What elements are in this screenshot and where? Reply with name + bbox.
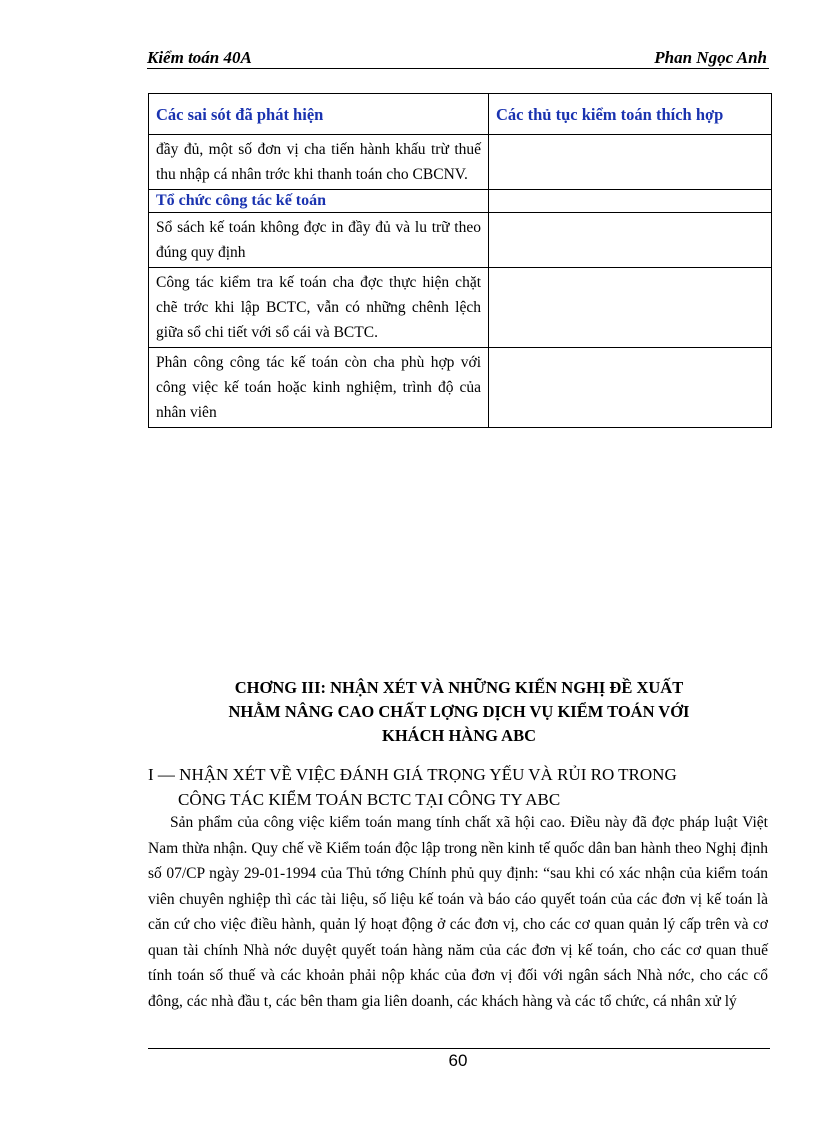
column-header-procedures: Các thủ tục kiểm toán thích hợp: [489, 94, 772, 135]
column-header-errors: Các sai sót đã phát hiện: [149, 94, 489, 135]
table-row: [149, 213, 772, 268]
header-author: Phan Ngọc Anh: [654, 48, 767, 67]
section-label-cell: Tổ chức công tác kế toán: [149, 190, 489, 213]
table-header-row: [149, 94, 772, 135]
chapter-title-line: KHÁCH HÀNG ABC: [381, 726, 536, 745]
section-heading-line: I — NHẬN XÉT VỀ VIỆC ĐÁNH GIÁ TRỌNG YẾU VÀ RỦI RO TRONG: [148, 765, 677, 784]
error-cell: Công tác kiểm tra kế toán cha đợc thực hiện chặt chẽ trớc khi lập BCTC, vẫn có những chênh lệch giữa sổ chi tiết với sổ cái và BCTC.: [149, 268, 489, 348]
procedure-cell: [489, 348, 772, 428]
page-header: [147, 46, 769, 69]
table-section-row: [149, 190, 772, 213]
header-course: Kiểm toán 40A: [147, 48, 252, 67]
procedure-cell: [489, 268, 772, 348]
procedure-cell: [489, 213, 772, 268]
error-cell: Sổ sách kế toán không đợc in đầy đủ và lu trữ theo đúng quy định: [149, 213, 489, 268]
section-heading: [148, 762, 770, 812]
chapter-title: [148, 676, 770, 748]
table-row: [149, 268, 772, 348]
body-paragraph: Sản phẩm của công việc kiểm toán mang tính chất xã hội cao. Điều này đã đợc pháp luật Việt Nam thừa nhận. Quy chế về Kiểm toán độc lập trong nền kinh tế quốc dân ban hành theo Nghị định số 07/CP ngày 29-01-1994 của Thủ tớng Chính phủ quy định: “sau khi có xác nhận của kiểm toán viên chuyên nghiệp thì các tài liệu, số liệu kế toán và báo cáo quyết toán của các đơn vị kế toán là căn cứ cho việc điều hành, quản lý hoạt động ở các đơn vị, cho các cơ quan quản lý cấp trên và cơ quan tài chính Nhà nớc duyệt quyết toán hàng năm của các đơn vị kế toán, cho các cơ quan thuế tính toán số thuế và các khoản phải nộp khác của đơn vị đối với ngân sách Nhà nớc, cho các cổ đông, các nhà đầu t, các bên tham gia liên doanh, các khách hàng và các tổ chức, cá nhân xử lý: [148, 814, 768, 1010]
table-row: [149, 348, 772, 428]
page-number: 60: [448, 1051, 468, 1070]
audit-table: [148, 93, 772, 428]
chapter-title-line: NHẰM NÂNG CAO CHẤT LỢNG DỊCH VỤ KIỂM TOÁN VỚI: [228, 702, 690, 721]
section-heading-line: CÔNG TÁC KIỂM TOÁN BCTC TẠI CÔNG TY ABC: [178, 790, 561, 809]
procedure-cell: [489, 135, 772, 190]
error-cell: đầy đủ, một số đơn vị cha tiến hành khấu trừ thuế thu nhập cá nhân trớc khi thanh toán cho CBCNV.: [149, 135, 489, 190]
procedure-cell: [489, 190, 772, 213]
footer-divider: [148, 1048, 770, 1049]
chapter-title-line: CHƠNG III: NHẬN XÉT VÀ NHỮNG KIẾN NGHỊ ĐỀ XUẤT: [234, 678, 684, 697]
table-row: [149, 135, 772, 190]
error-cell: Phân công công tác kế toán còn cha phù hợp với công việc kế toán hoặc kinh nghiệm, trình độ của nhân viên: [149, 348, 489, 428]
